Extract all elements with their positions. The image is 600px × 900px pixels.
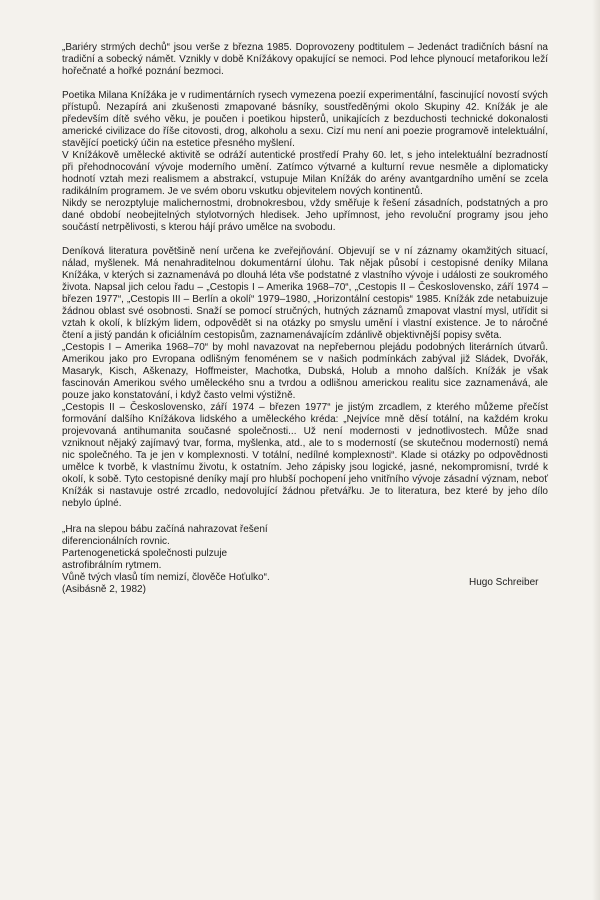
paragraph-essentials: Nikdy se nerozptyluje malichernostmi, drobnokresbou, vždy směřuje k řešení zásadních, podstatných a pro dané období neobejitelných stylotvorných hledisek. Jeho upřímnost, jeho revoluční programy jsou jeho součástí netrpělivosti, s kterou hájí právo umělce na svobodu.: [62, 198, 548, 233]
paragraph-poetics: Poetika Milana Knížáka je v rudimentárních rysech vymezena poezií experimentální, fascinující novostí svých přístupů. Nezapírá ani zkušenosti zmapované básníky, soustředěnými okolo Skupiny 42. Knížák je ale především dítě svého věku, je poučen i poetikou hipsterů, unikajících z bezduchosti technické dokonalosti americké civilizace do říše citovosti, drog, alkoholu a sexu. Cizí mu není ani poezie programově intelektuální, stavějící poetický účin na estetice přesného myšlení.: [62, 90, 548, 149]
poem-line: Vůně tvých vlasů tím nemizí, člověče Hoťulko“.: [62, 572, 270, 583]
paragraph-diary-literature: Deníková literatura povětšině není určena ke zveřejňování. Objevují se v ní záznamy okamžitých situací, nálad, myšlenek. Má nenahraditelnou dokumentární úlohu. Tak nějak působí i cestopisné deníky Milana Knížáka, v kterých si zaznamenává po dlouhá léta vše podstatné z vlastního vývoje i události ze soukromého života. Napsal jich celou řadu – „Cestopis I – Amerika 1968–70“, „Cestopis II – Československo, září 1974 – březen 1977“, „Cestopis III – Berlín a okolí“ 1979–1980, „Horizontální cestopis“ 1985. Knížák zde netabuizuje žádnou oblast své osobnosti. Snaží se pomocí stručných, hutných záznamů zmapovat vlastní mysl, utřídit si vztah k okolí, k blízkým lidem, odpovědět si na otázky po smyslu umění i vlastní existence. Je to náročné čtení a jistý pandán k oficiálním cestopisům, zaznamenávajícím zdánlivě objektivnější popisy světa.: [62, 246, 548, 341]
poem-source: (Asibásně 2, 1982): [62, 584, 146, 595]
paragraph-cestopis-america: „Cestopis I – Amerika 1968–70“ by mohl navazovat na nepřebernou plejádu podobných literárních útvarů. Amerikou jako pro Evropana odlišným fenoménem se v našich podmínkách zabýval již Sládek, Dvořák, Masaryk, Kisch, Aškenazy, Hoffmeister, Machotka, Dubská, Holub a mnoho dalších. Knížák je však fascinován Amerikou svého uměleckého snu a tvrdou a odlišnou americkou realitu sice zaznamenává, ale pouze jako konstatování, i když často velmi výstižně.: [62, 342, 548, 401]
paragraph-intro: „Bariéry strmých dechů“ jsou verše z března 1985. Doprovozeny podtitulem – Jedenáct tradičních básní na tradiční a sobecký námět. Vznikly v době Knížákovy opakující se nemoci. Pod lehce plynoucí metaforikou leží hořečnaté a hořké poznání bezmoci.: [62, 42, 548, 77]
paragraph-prague-sixties: V Knížákově umělecké aktivitě se odráží autentické prostředí Prahy 60. let, s jeho intelektuální bezradností při přehodnocování vývoje moderního umění. Zatímco výtvarné a kulturní revue nesměle a diplomaticky hodnotí vztah mezi realismem a abstrakcí, vstupuje Milan Knížák do arény avantgardního umění se zcela radikálním programem. Je ve svém oboru vskutku objevitelem nových kontinentů.: [62, 150, 548, 197]
poem-line: Partenogenetická společnosti pulzuje: [62, 548, 228, 559]
paragraph-gap: [62, 78, 548, 90]
article-body: [62, 42, 548, 596]
poem-line: astrofibrálním rytmem.: [62, 560, 162, 571]
paragraph-gap: [62, 510, 548, 524]
poem-line: diferencionálních rovnic.: [62, 536, 170, 547]
page-edge-shadow: [592, 0, 600, 900]
paragraph-gap: [62, 234, 548, 246]
paragraph-cestopis-czechoslovakia: „Cestopis II – Československo, září 1974 – březen 1977“ je jistým zrcadlem, z kterého můžeme přečíst formování dalšího Knížákova lidského a uměleckého kréda: „Nejvíce mně děsí totální, na každém kroku projevovaná antihumanita současné společnosti... Už není modernosti v jednotlivostech. Může snad vzniknout nějaký zajímavý tvar, forma, myšlenka, atd., ale to s moderností (se skutečnou moderností) nemá nic společného. Ta je jen v komplexnosti. V totální, nedílné komplexnosti“. Klade si otázky po odpovědnosti umělce k tvorbě, k vlastnímu životu, k ostatním. Jeho zápisky jsou logické, jasné, nekompromisní, tvrdé k okolí, k sobě. Tyto cestopisné deníky mají pro hlubší pochopení jeho vnitřního vývoje zásadní význam, neboť Knížák si nastavuje ostré zrcadlo, nedovolující žádnou přetvářku. Je to literatura, bez které by jeho dílo nebylo úplné.: [62, 402, 548, 509]
author-signature: Hugo Schreiber: [469, 577, 539, 588]
poem-line: „Hra na slepou bábu začíná nahrazovat řešení: [62, 524, 268, 535]
